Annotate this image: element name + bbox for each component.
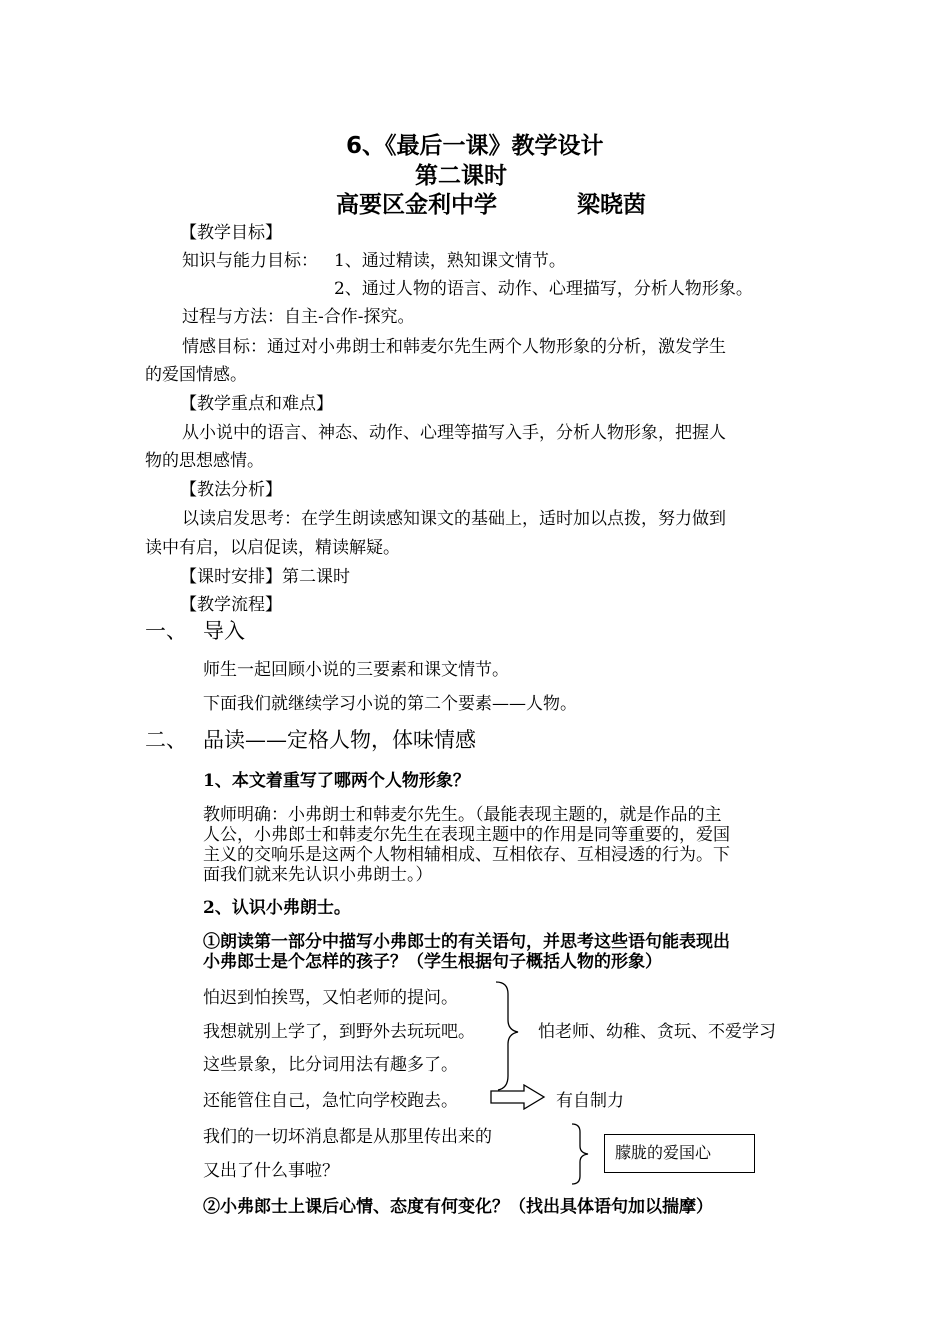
knowledge-goal-2: 2、通过人物的语言、动作、心理描写，分析人物形象。 [334, 279, 753, 299]
section1-title: 导入 [203, 619, 245, 643]
answer-1-line4: 面我们就来先认识小弗朗士。） [203, 865, 433, 885]
school-name: 高要区金利中学 [336, 192, 497, 218]
keypoints-header: 【教学重点和难点】 [180, 394, 333, 414]
emotion-goal-line1: 情感目标：通过对小弗朗士和韩麦尔先生两个人物形象的分析，激发学生 [182, 337, 726, 357]
method-header: 【教法分析】 [180, 480, 282, 500]
section1-para2: 下面我们就继续学习小说的第二个要素——人物。 [203, 694, 577, 714]
keypoints-line2: 物的思想感情。 [145, 451, 264, 471]
arrow-right-icon [490, 1084, 546, 1110]
question-2-1-line2: 小弗郎士是个怎样的孩子？（学生根据句子概括人物的形象） [203, 952, 662, 972]
schedule-value: 第二课时 [282, 567, 350, 587]
keypoints-line1: 从小说中的语言、神态、动作、心理等描写入手，分析人物形象，把握人 [182, 423, 726, 443]
quote-3: 这些景象，比分词用法有趣多了。 [203, 1055, 458, 1075]
question-1: 1、本文着重写了哪两个人物形象？ [203, 771, 470, 791]
method-line1: 以读启发思考：在学生朗读感知课文的基础上，适时加以点拨，努力做到 [182, 509, 726, 529]
section1-number: 一、 [145, 619, 187, 643]
answer-1-line1: 教师明确：小弗朗士和韩麦尔先生。（最能表现主题的，就是作品的主 [203, 805, 722, 825]
question-2: 2、认识小弗朗士。 [203, 898, 351, 918]
method-line2: 读中有启，以启促读，精读解疑。 [145, 538, 400, 558]
summary-self-control: 有自制力 [556, 1091, 624, 1111]
section2-number: 二、 [145, 728, 187, 752]
section1-para1: 师生一起回顾小说的三要素和课文情节。 [203, 660, 509, 680]
question-2-1-line1: ①朗读第一部分中描写小弗郎士的有关语句，并思考这些语句能表现出 [203, 932, 730, 952]
schedule-header: 【课时安排】 [180, 567, 282, 587]
right-brace-icon-2 [570, 1122, 594, 1186]
summary-traits: 怕老师、幼稚、贪玩、不爱学习 [538, 1022, 776, 1042]
flow-header: 【教学流程】 [180, 595, 282, 615]
answer-1-line2: 人公，小弗郎士和韩麦尔先生在表现主题中的作用是同等重要的，爱国 [203, 825, 730, 845]
author-name: 梁晓茵 [577, 192, 646, 218]
lesson-subtitle: 第二课时 [415, 163, 507, 189]
patriotism-box: 朦胧的爱国心 [604, 1134, 755, 1173]
answer-1-line3: 主义的交响乐是这两个人物相辅相成、互相依存、互相浸透的行为。下 [203, 845, 730, 865]
knowledge-goal-1: 1、通过精读，熟知课文情节。 [334, 251, 566, 271]
right-brace-icon [494, 980, 524, 1092]
knowledge-label: 知识与能力目标： [182, 251, 318, 271]
quote-6: 又出了什么事啦？ [203, 1161, 339, 1181]
quote-4: 还能管住自己，急忙向学校跑去。 [203, 1091, 458, 1111]
process-goal: 过程与方法：自主-合作-探究。 [182, 307, 415, 327]
section2-title: 品读——定格人物，体味情感 [203, 728, 476, 752]
goals-header: 【教学目标】 [180, 223, 282, 243]
quote-5: 我们的一切坏消息都是从那里传出来的 [203, 1127, 492, 1147]
quote-2: 我想就别上学了，到野外去玩玩吧。 [203, 1022, 475, 1042]
doc-title: 6、《最后一课》教学设计 [346, 133, 604, 159]
quote-1: 怕迟到怕挨骂，又怕老师的提问。 [203, 988, 458, 1008]
question-2-2: ②小弗郎士上课后心情、态度有何变化？（找出具体语句加以揣摩） [203, 1197, 713, 1217]
emotion-goal-line2: 的爱国情感。 [145, 365, 247, 385]
